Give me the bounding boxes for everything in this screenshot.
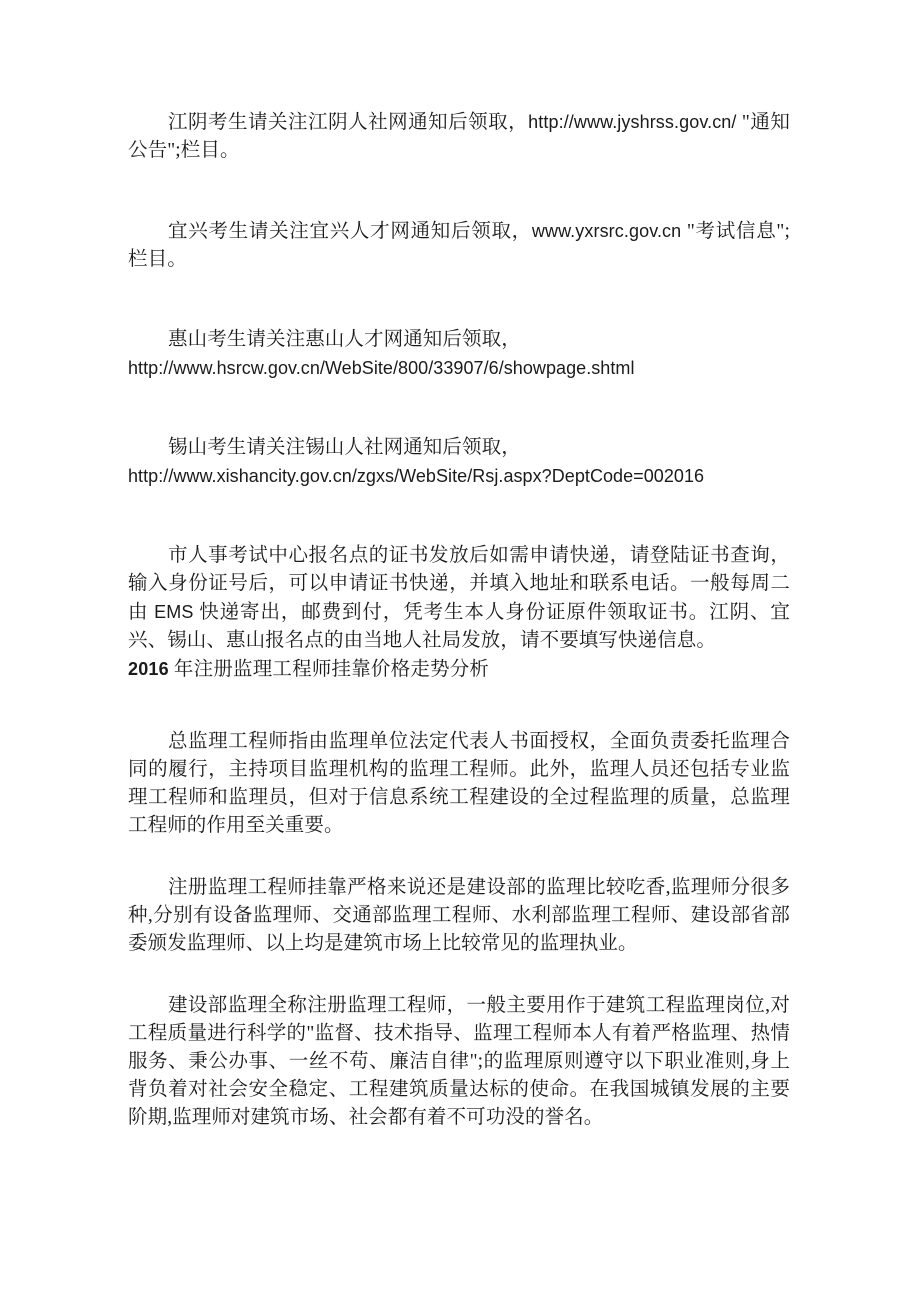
paragraph-express-delivery xyxy=(128,542,790,655)
paragraph-jiangyin-notice xyxy=(128,108,790,165)
section-heading-year: 2016 xyxy=(128,659,169,679)
paragraph-registration-affiliation: 注册监理工程师挂靠严格来说还是建设部的监理比较吃香,监理师分很多种,分别有设备监理师、交通部监理工程师、水利部监理工程师、建设部省部委颁发监理师、以上均是建筑市场上比较常见的监理执业。 xyxy=(128,877,790,954)
jiangyin-notice-tail: "通知公告";栏目。 xyxy=(128,112,790,161)
huishan-notice-url: http://www.hsrcw.gov.cn/WebSite/800/33907/6/showpage.shtml xyxy=(128,358,635,378)
paragraph-supervision-principles: 建设部监理全称注册监理工程师，一般主要用作于建筑工程监理岗位,对工程质量进行科学的"监督、技术指导、监理工程师本人有着严格监理、热情服务、秉公办事、一丝不苟、廉洁自律";的监理原则遵守以下职业准则,身上背负着对社会安全稳定、工程建筑质量达标的使命。在我国城镇发展的主要阶期,监理师对建筑市场、社会都有着不可功没的誉名。 xyxy=(128,995,790,1128)
xishan-notice-url: http://www.xishancity.gov.cn/zgxs/WebSite/Rsj.aspx?DeptCode=002016 xyxy=(128,466,705,486)
express-delivery-part2: 快递寄出，邮费到付，凭考生本人身份证原件领取证书。江阴、宜兴、锡山、惠山报名点的由当地人社局发放，请不要填写快递信息。 xyxy=(128,602,790,651)
document-body xyxy=(128,108,790,1132)
jiangyin-notice-url: http://www.jyshrss.gov.cn/ xyxy=(528,112,737,132)
express-delivery-part1: 市人事考试中心报名点的证书发放后如需申请快递，请登陆证书查询，输入身份证号后，可以申请证书快递，并填入地址和联系电话。一般每周二由 xyxy=(128,545,790,623)
yixing-notice-tail: "考试信息";栏目。 xyxy=(128,221,790,270)
paragraph-huishan-notice xyxy=(128,326,790,354)
huishan-notice-lead: 惠山考生请关注惠山人才网通知后领取， xyxy=(168,329,521,350)
section-heading-title: 年注册监理工程师挂靠价格走势分析 xyxy=(168,659,490,680)
xishan-notice-lead: 锡山考生请关注锡山人社网通知后领取， xyxy=(168,437,521,458)
paragraph-xishan-notice xyxy=(128,434,790,462)
yixing-notice-url: www.yxrsrc.gov.cn xyxy=(531,221,682,241)
section-heading xyxy=(128,655,790,684)
jiangyin-notice-lead: 江阴考生请关注江阴人社网通知后领取， xyxy=(168,112,529,133)
express-delivery-ems: EMS xyxy=(154,602,194,622)
paragraph-yixing-notice xyxy=(128,217,790,274)
paragraph-chief-supervising-engineer: 总监理工程师指由监理单位法定代表人书面授权，全面负责委托监理合同的履行，主持项目监理机构的监理工程师。此外，监理人员还包括专业监理工程师和监理员，但对于信息系统工程建设的全过程监理的质量，总监理工程师的作用至关重要。 xyxy=(128,731,790,836)
yixing-notice-lead: 宜兴考生请关注宜兴人才网通知后领取， xyxy=(168,221,532,242)
